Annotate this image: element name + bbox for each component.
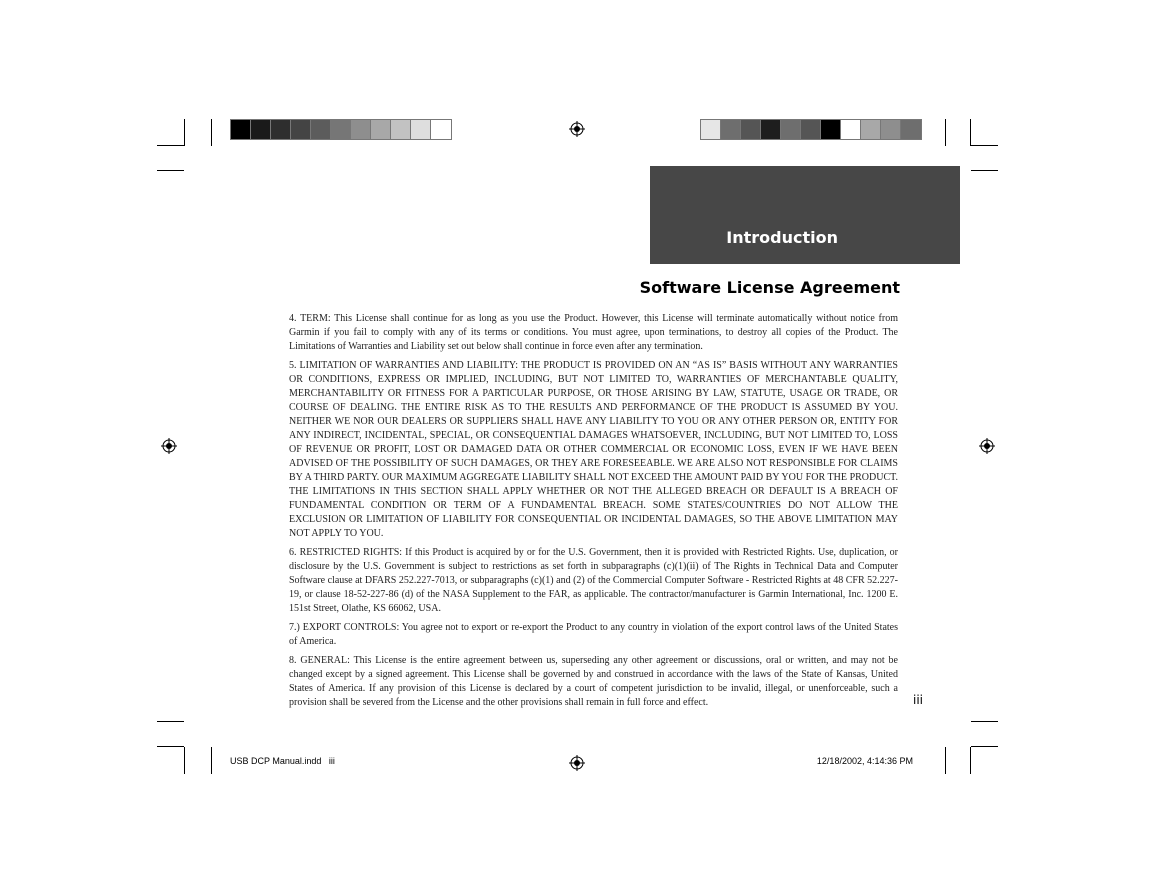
color-calibration-bar-left [230,119,452,140]
registration-target-icon [161,438,177,454]
registration-target-icon [569,121,585,137]
color-swatch [701,120,721,139]
crop-mark [945,747,946,774]
page-number: iii [913,693,924,707]
color-swatch [391,120,411,139]
registration-target-icon [979,438,995,454]
paragraph-limitation-of-warranties: 5. LIMITATION OF WARRANTIES AND LIABILITY: THE PRODUCT IS PROVIDED ON AN “AS IS” BASIS WITHOUT ANY WARRANTIES OR CONDITIONS, EXPRESS OR IMPLIED, INCLUDING, BUT NOT LIMITED TO, WARRANTIES OF MERCHANTABLE QUALITY, MERCHANTABILITY OR FITNESS FOR A PARTICULAR PURPOSE, OR THOSE ARISING BY LAW, STATUTE, USAGE OR TRADE, OR COURSE OF DEALING. THE ENTIRE RISK AS TO THE RESULTS AND PERFORMANCE OF THE PRODUCT IS ASSUMED BY YOU. NEITHER WE NOR OUR DEALERS OR SUPPLIERS SHALL HAVE ANY LIABILITY TO YOU OR ANY OTHER PERSON OR, ENTITY FOR ANY INDIRECT, INCIDENTAL, SPECIAL, OR CONSEQUENTIAL DAMAGES WHATSOEVER, INCLUDING, BUT NOT LIMITED TO, LOSS OF REVENUE OR PROFIT, LOST OR DAMAGED DATA OR OTHER COMMERCIAL OR ECONOMIC LOSS, EVEN IF WE HAVE BEEN ADVISED OF THE POSSIBILITY OF SUCH DAMAGES, OR THEY ARE FORESEEABLE. WE ARE ALSO NOT RESPONSIBLE FOR CLAIMS BY A THIRD PARTY. OUR MAXIMUM AGGREGATE LIABILITY SHALL NOT EXCEED THE AMOUNT PAID BY YOU FOR THE PRODUCT. THE LIMITATIONS IN THIS SECTION SHALL APPLY WHETHER OR NOT THE ALLEGED BREACH OR DEFAULT IS A BREACH OF FUNDAMENTAL CONDITION OR TERM OF A FUNDAMENTAL BREACH. SOME STATES/COUNTRIES DO NOT ALLOW THE EXCLUSION OR LIMITATION OF LIABILITY FOR CONSEQUENTIAL OR INCIDENTAL DAMAGES, SO THE ABOVE LIMITATION MAY NOT APPLY TO YOU. [289,360,898,539]
color-swatch [251,120,271,139]
color-swatch [371,120,391,139]
license-body [289,312,898,715]
color-swatch [841,120,861,139]
color-swatch [351,120,371,139]
paragraph-restricted-rights: 6. RESTRICTED RIGHTS: If this Product is acquired by or for the U.S. Government, then it is provided with Restricted Rights. Use, duplication, or disclosure by the U.S. Government is subject to restrictions as set forth in subparagraphs (c)(1)(ii) of The Rights in Technical Data and Computer Software clause at DFARS 252.227-7013, or subparagraphs (c)(1) and (2) of the Commercial Computer Software - Restricted Rights at 48 CFR 52.227-19, or clause 18-52-227-86 (d) of the NASA Supplement to the FAR, as applicable. The contractor/manufacturer is Garmin International, Inc. 1200 E. 151st Street, Olathe, KS 66062, USA. [289,547,898,614]
color-swatch [901,120,921,139]
color-calibration-bar-right [700,119,922,140]
crop-mark [970,747,971,774]
crop-mark [971,145,998,146]
color-swatch [881,120,901,139]
color-swatch [781,120,801,139]
crop-mark [971,170,998,171]
crop-mark [970,119,971,146]
color-swatch [741,120,761,139]
color-swatch [721,120,741,139]
color-swatch [231,120,251,139]
print-slug-timestamp: 12/18/2002, 4:14:36 PM [816,756,913,766]
color-swatch [311,120,331,139]
color-swatch [431,120,451,139]
color-swatch [821,120,841,139]
color-swatch [291,120,311,139]
crop-mark [211,747,212,774]
crop-mark [184,747,185,774]
section-header-band [650,166,960,264]
crop-mark [157,746,184,747]
crop-mark [971,721,998,722]
paragraph-term: 4. TERM: This License shall continue for as long as you use the Product. However, this License will terminate automatically without notice from Garmin if you fail to comply with any of its terms or conditions. You must agree, upon terminations, to destroy all copies of the Product. The Limitations of Warranties and Liability set out below shall continue in force even after any termination. [289,313,898,352]
crop-mark [945,119,946,146]
crop-mark [157,145,184,146]
color-swatch [801,120,821,139]
color-swatch [271,120,291,139]
crop-mark [157,721,184,722]
page-subtitle: Software License Agreement [639,278,900,297]
section-title: Introduction [726,228,838,247]
crop-mark [971,746,998,747]
color-swatch [411,120,431,139]
paragraph-general: 8. GENERAL: This License is the entire agreement between us, superseding any other agreement or discussions, oral or written, and may not be changed except by a signed agreement. This License shall be governed by and construed in accordance with the laws of the State of Kansas, United States of America. If any provision of this License is declared by a court of competent jurisdiction to be invalid, illegal, or unenforceable, such a provision shall be severed from the License and the other provisions shall remain in full force and effect. [289,655,898,708]
color-swatch [861,120,881,139]
print-slug-filename: USB DCP Manual.indd iii [230,756,335,766]
color-swatch [761,120,781,139]
crop-mark [211,119,212,146]
crop-mark [184,119,185,146]
crop-mark [157,170,184,171]
paragraph-export-controls: 7.) EXPORT CONTROLS: You agree not to export or re-export the Product to any country in violation of the export control laws of the United States of America. [289,622,898,647]
registration-target-icon [569,755,585,771]
color-swatch [331,120,351,139]
